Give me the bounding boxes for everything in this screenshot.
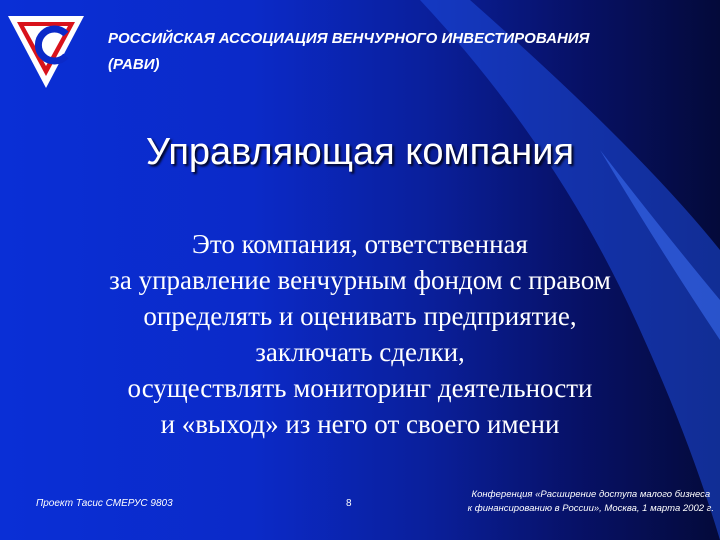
definition-line: заключать сделки, [255,337,465,367]
footer-conference [468,488,714,516]
conference-line: Конференция «Расширение доступа малого бизнеса [471,489,711,500]
definition-line: и «выход» из него от своего имени [160,409,560,439]
ravi-logo-icon [6,12,86,90]
definition-line: определять и оценивать предприятие, [143,301,577,331]
page-number: 8 [346,498,352,509]
definition-line: за управление венчурным фондом с правом [109,265,611,295]
definition-line: Это компания, ответственная [192,229,528,259]
slide-title: Управляющая компания [145,131,575,173]
organization-header [108,26,708,78]
organization-name: РОССИЙСКАЯ АССОЦИАЦИЯ ВЕНЧУРНОГО ИНВЕСТИРОВАНИЯ [108,30,590,47]
organization-abbreviation: (РАВИ) [108,56,160,73]
conference-line: к финансированию в России», Москва, 1 марта 2002 г. [467,503,714,514]
definition-text [0,226,720,442]
footer-project: Проект Тасис СМЕРУС 9803 [36,498,173,509]
definition-line: осуществлять мониторинг деятельности [127,373,593,403]
